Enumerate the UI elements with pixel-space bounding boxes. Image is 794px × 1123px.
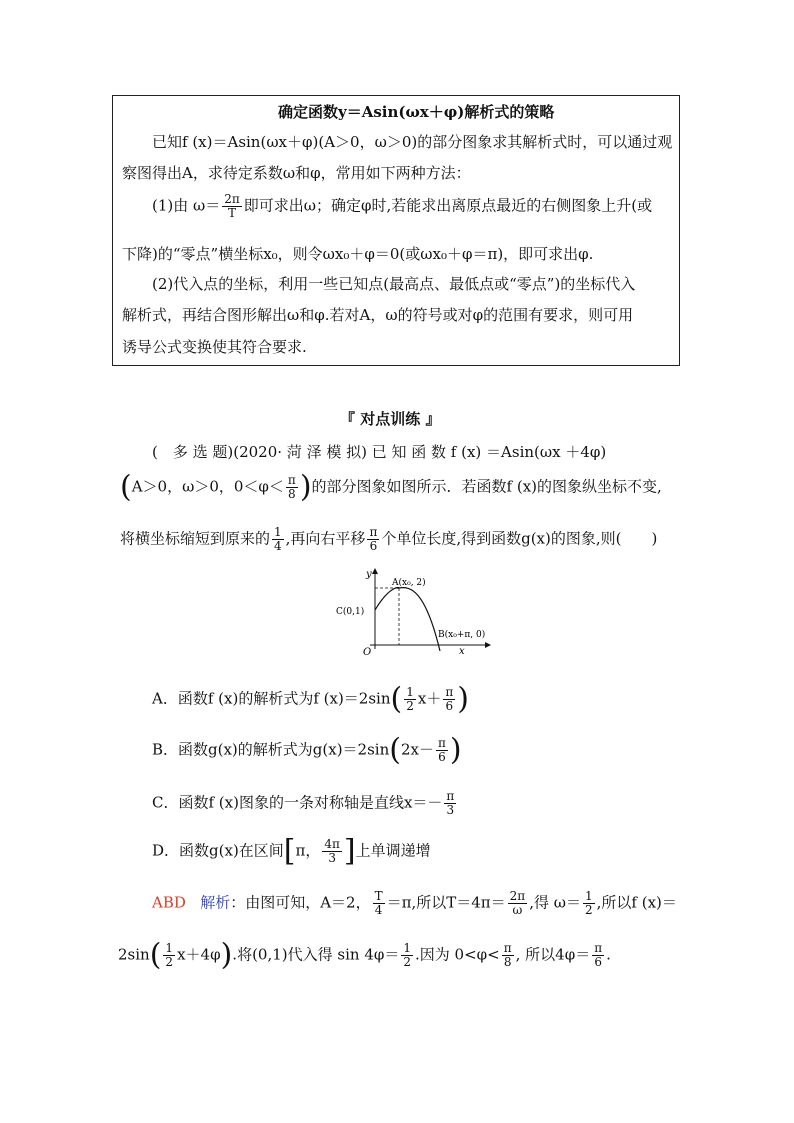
fraction xyxy=(322,838,342,865)
fraction xyxy=(436,737,448,764)
fraction xyxy=(373,890,385,917)
option-c-label: C．函数f (x)图象的一条对称轴是直线x＝－ xyxy=(152,793,443,812)
fraction xyxy=(508,890,528,917)
fraction-numerator: T xyxy=(374,889,383,903)
fraction-denominator: 2 xyxy=(584,903,593,917)
option-a xyxy=(152,681,469,717)
strategy-line-7: 诱导公式变换使其符合要求. xyxy=(122,338,307,356)
fraction-numerator: 4π xyxy=(324,837,340,851)
strategy-line-3-pre: (1)由 ω＝ xyxy=(152,196,221,215)
strategy-line-6: 解析式，再结合图形解出ω和φ.若对A，ω的符号或对φ的范围有要求，则可用 xyxy=(122,306,634,324)
strategy-line-3 xyxy=(152,193,652,220)
fraction-numerator: π xyxy=(445,685,454,699)
answer-text: , 所以4φ＝ xyxy=(515,945,591,964)
right-paren: ) xyxy=(299,469,312,505)
answer-text: ,所以f (x)＝ xyxy=(596,893,677,912)
fraction-denominator: T xyxy=(228,206,237,220)
left-paren: ( xyxy=(390,681,403,717)
answer-keyword: 解析 xyxy=(200,893,231,912)
fraction-denominator: 8 xyxy=(503,955,512,969)
fraction-numerator: 1 xyxy=(165,941,174,955)
point-a-label: A(x₀, 2) xyxy=(392,578,426,588)
fraction-numerator: π xyxy=(369,525,378,539)
fraction xyxy=(444,790,456,817)
answer-text: .将(0,1)代入得 sin 4φ＝ xyxy=(232,945,400,964)
y-label: y xyxy=(366,569,372,580)
fraction-numerator: 1 xyxy=(403,941,412,955)
problem-line-3-post: 个单位长度,得到函数g(x)的图象,则( ) xyxy=(381,529,658,548)
problem-line-2-pre: A＞0，ω＞0，0＜φ＜ xyxy=(131,477,284,496)
fraction-numerator: π xyxy=(438,736,446,750)
fraction-numerator: π xyxy=(594,941,603,955)
problem-line-2-post: 的部分图象如图所示．若函数f (x)的图象纵坐标不变, xyxy=(311,477,662,496)
option-d-label-pre: D．函数g(x)在区间 xyxy=(152,841,284,860)
option-d-label-post: 上单调递增 xyxy=(355,841,431,860)
fraction xyxy=(583,890,595,917)
answer-text: ＝π,所以T＝4π＝ xyxy=(386,893,506,912)
strategy-line-2: 察图得出A，求待定系数ω和φ，常用如下两种方法： xyxy=(122,164,471,182)
fraction-numerator: 1 xyxy=(274,525,282,539)
left-paren: ( xyxy=(389,732,401,768)
section-heading: 『 对点训练 』 xyxy=(340,410,441,428)
fraction-denominator: 4 xyxy=(274,539,282,553)
fraction-denominator: 6 xyxy=(594,955,602,969)
strategy-title: 确定函数y＝Asin(ωx＋φ)解析式的策略 xyxy=(278,103,555,121)
answer-text: 2sin xyxy=(118,945,150,964)
fraction-denominator: 3 xyxy=(446,803,455,817)
fraction-denominator: 6 xyxy=(369,539,378,553)
option-a-mid: x＋ xyxy=(417,689,442,708)
option-d-inner: π， xyxy=(295,841,321,860)
fraction-denominator: ω xyxy=(512,903,523,917)
option-a-label: A．函数f (x)的解析式为f (x)＝2sin xyxy=(152,689,391,708)
fraction xyxy=(367,526,379,553)
fraction-denominator: 3 xyxy=(328,851,336,865)
fraction-numerator: π xyxy=(446,789,455,803)
fraction xyxy=(592,942,604,969)
answer-key: ABD xyxy=(152,893,186,912)
fraction-denominator: 4 xyxy=(374,903,383,917)
fraction-denominator: 6 xyxy=(438,750,446,764)
strategy-line-3-post: 即可求出ω；确定φ时,若能求出离原点最近的右侧图象上升(或 xyxy=(243,196,653,215)
fraction-denominator: 2 xyxy=(403,955,412,969)
right-paren: ) xyxy=(457,681,469,717)
problem-line-3-pre: 将横坐标缩短到原来的 xyxy=(120,529,271,548)
fraction xyxy=(163,942,175,969)
function-graph xyxy=(330,565,500,660)
answer-text: .因为 0<φ< xyxy=(415,945,500,964)
fraction-denominator: 2 xyxy=(406,699,414,713)
right-paren: ) xyxy=(449,732,462,768)
right-bracket: ] xyxy=(343,833,356,869)
fraction-denominator: 8 xyxy=(288,487,296,501)
fraction-numerator: 1 xyxy=(584,889,593,903)
right-paren: ) xyxy=(220,937,233,973)
option-b-mid: 2x－ xyxy=(400,740,434,759)
answer-text: ,得 ω＝ xyxy=(529,893,581,912)
fraction xyxy=(272,526,284,553)
fraction xyxy=(222,193,242,220)
point-c-label: C(0,1) xyxy=(336,607,365,617)
fraction-numerator: 2π xyxy=(224,192,240,206)
fraction-denominator: 2 xyxy=(165,955,174,969)
fraction xyxy=(286,474,298,501)
option-b-label: B．函数g(x)的解析式为g(x)＝2sin xyxy=(152,740,390,759)
fraction xyxy=(401,942,413,969)
origin-label: O xyxy=(363,647,372,658)
fraction xyxy=(443,686,455,713)
x-label: x xyxy=(459,646,465,657)
fraction-numerator: 1 xyxy=(406,685,414,699)
answer-line-2 xyxy=(118,937,611,973)
fraction xyxy=(502,942,514,969)
point-b-label: B(x₀+π, 0) xyxy=(438,630,486,640)
left-paren: ( xyxy=(120,469,132,505)
problem-line-3-mid: ,再向右平移 xyxy=(285,529,366,548)
answer-text: . xyxy=(606,945,611,964)
strategy-line-4: 下降)的“零点”横坐标x₀，则令ωx₀＋φ＝0(或ωx₀＋φ＝π)，即可求出φ. xyxy=(122,245,594,263)
option-b xyxy=(152,732,462,768)
strategy-line-5: (2)代入点的坐标，利用一些已知点(最高点、最低点或“零点”)的坐标代入 xyxy=(152,275,636,293)
answer-text: ：由图可知，A＝2， xyxy=(230,893,371,912)
answer-line-1 xyxy=(152,890,677,917)
problem-line-1: ( 多 选 题)(2020· 菏 泽 模 拟) 已 知 函 数 f (x) ＝Asin(ωx ＋4φ) xyxy=(152,443,607,461)
left-paren: ( xyxy=(149,937,162,973)
option-c xyxy=(152,790,458,817)
option-d xyxy=(152,833,431,869)
strategy-line-1: 已知f (x)＝Asin(ωx＋φ)(A＞0，ω＞0)的部分图象求其解析式时，可以通过观 xyxy=(152,133,673,151)
fraction-denominator: 6 xyxy=(445,699,454,713)
fraction-numerator: π xyxy=(287,473,296,487)
fraction-numerator: π xyxy=(503,941,512,955)
answer-text: x＋4φ xyxy=(177,945,221,964)
fraction-numerator: 2π xyxy=(509,889,526,903)
left-bracket: [ xyxy=(283,833,296,869)
problem-line-2 xyxy=(120,469,662,505)
fraction xyxy=(404,686,416,713)
problem-line-3 xyxy=(120,526,657,553)
sine-curve xyxy=(375,587,440,651)
